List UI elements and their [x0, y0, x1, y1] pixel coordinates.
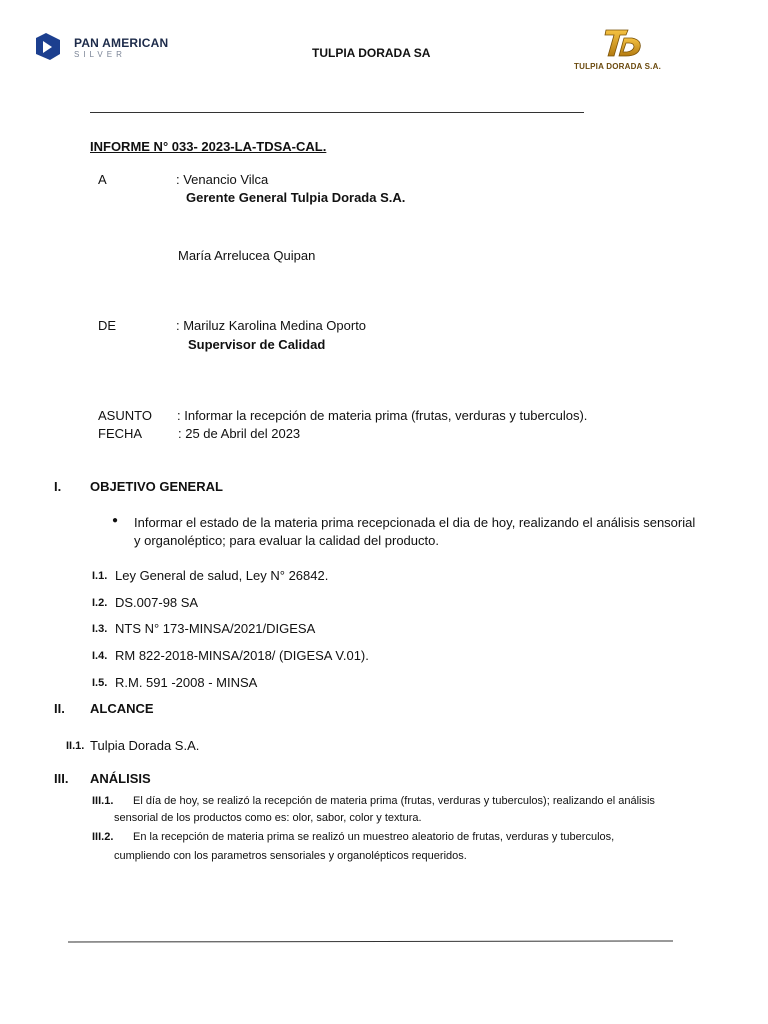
to-role: Gerente General Tulpia Dorada S.A.	[186, 190, 406, 205]
analysis-1-number: III.1.	[92, 795, 114, 807]
norm-number: I.2.	[92, 597, 108, 609]
date-label: FECHA	[98, 426, 143, 441]
subject-value: : Informar la recepción de materia prima (frutas, verduras y tuberculos).	[177, 408, 588, 423]
section-2-title: ALCANCE	[90, 701, 154, 716]
norm-text: DS.007-98 SA	[115, 595, 199, 610]
norm-text: RM 822-2018-MINSA/2018/ (DIGESA V.01).	[115, 648, 369, 663]
logo-text: TULPIA DORADA S.A.	[574, 62, 662, 71]
analysis-1-line-1: El día de hoy, se realizó la recepción de materia prima (frutas, verduras y tuberculos); realizando el análisis	[133, 795, 655, 807]
to-label: A	[98, 172, 107, 187]
from-label: DE	[98, 318, 117, 333]
report-number: INFORME N° 033- 2023-LA-TDSA-CAL.	[90, 139, 327, 154]
analysis-2-line-1: En la recepción de materia prima se realizó un muestreo aleatorio de frutas, verduras y tuberculos,	[133, 831, 615, 843]
norm-number: I.5.	[92, 677, 108, 689]
norm-text: R.M. 591 -2008 - MINSA	[115, 675, 258, 690]
pan-american-silver-logo	[34, 30, 174, 66]
analysis-1-line-2: sensorial de los productos como es: olor, sabor, color y textura.	[114, 812, 422, 824]
norm-text: Ley General de salud, Ley N° 26842.	[115, 568, 329, 583]
from-name: : Mariluz Karolina Medina Oporto	[176, 318, 367, 333]
analysis-2-number: III.2.	[92, 831, 114, 843]
objective-line-1: Informar el estado de la materia prima recepcionada el dia de hoy, realizando el análisis sensorial	[134, 515, 696, 530]
footer-divider	[68, 940, 673, 942]
from-role: Supervisor de Calidad	[188, 337, 326, 352]
norm-number: I.3.	[92, 623, 108, 635]
section-2-number: II.	[54, 701, 65, 716]
logo-company-name: PAN AMERICAN	[74, 36, 169, 50]
pan-american-logo-mark-icon	[34, 32, 62, 62]
td-monogram-icon	[604, 26, 644, 60]
section-3-title: ANÁLISIS	[90, 771, 151, 786]
norm-text: NTS N° 173-MINSA/2021/DIGESA	[115, 621, 316, 636]
norm-number: I.4.	[92, 650, 108, 662]
cc-name: María Arrelucea Quipan	[178, 248, 316, 263]
section-1-title: OBJETIVO GENERAL	[90, 479, 223, 494]
header-divider	[90, 112, 584, 113]
scope-item-number: II.1.	[66, 740, 85, 752]
to-name: : Venancio Vilca	[176, 172, 269, 187]
analysis-2-line-2: cumpliendo con los parametros sensoriales y organolépticos requeridos.	[114, 850, 467, 862]
bullet-icon: ●	[112, 515, 119, 526]
section-1-number: I.	[54, 479, 62, 494]
logo-company-subtitle: SILVER	[74, 50, 126, 59]
objective-line-2: y organoléptico; para evaluar la calidad del producto.	[134, 533, 439, 548]
tulpia-dorada-logo	[570, 26, 674, 74]
section-3-number: III.	[54, 771, 69, 786]
date-value: : 25 de Abril del 2023	[178, 426, 301, 441]
header-title: TULPIA DORADA SA	[312, 46, 431, 60]
scope-item-text: Tulpia Dorada S.A.	[90, 738, 200, 753]
norm-number: I.1.	[92, 570, 108, 582]
subject-label: ASUNTO	[98, 408, 152, 423]
